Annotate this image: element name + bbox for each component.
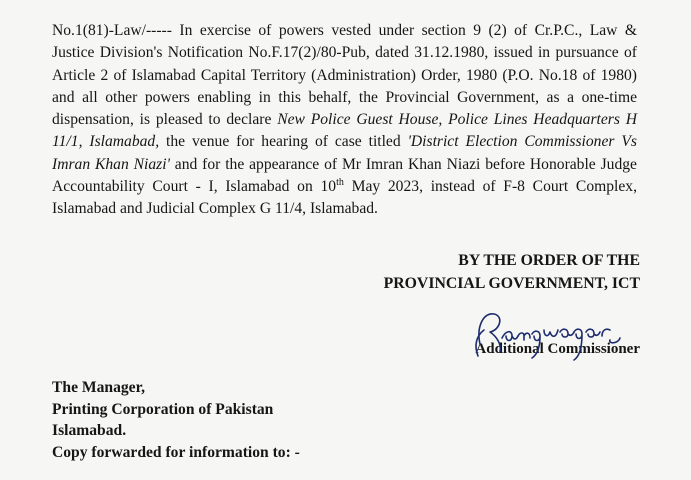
paragraph-text-1: In exercise of powers vested under section 9 (2) of Cr.P.C., Law & Justice Division's Notification No.F.17(2)/80-Pub, dated 31.12.1980, issued in pursuance of Article 2 of Islamabad Capital Territory (Administration) Order, 1980 (P.O. No.18 of 1980) and all other powers enabling in this behalf, the Provincial Government, as a one-time dispensation, is pleased to declare xyxy=(52,22,637,129)
handwritten-signature xyxy=(450,306,640,370)
order-line-2: PROVINCIAL GOVERNMENT, ICT xyxy=(383,275,640,292)
addressee-line-2: Printing Corporation of Pakistan xyxy=(52,400,274,418)
order-block xyxy=(384,249,640,295)
copy-forwarded-line: Copy forwarded for information to: - xyxy=(52,444,300,461)
addressee-line-1: The Manager, xyxy=(52,379,145,396)
paragraph-text-2: the venue for hearing of case titled xyxy=(159,133,408,151)
reference-number: No.1(81)-Law/----- xyxy=(52,22,172,39)
case-title: 'District Election Commissioner Vs Imran Khan Niazi' xyxy=(52,133,637,173)
addressee-block xyxy=(52,377,273,442)
addressee-line-3: Islamabad. xyxy=(52,422,127,439)
signatory-designation: Additional Commissioner xyxy=(475,341,640,357)
venue-text: New Police Guest House, Police Lines Headquarters H 11/1, Islamabad, xyxy=(52,111,637,151)
paragraph-text-3: and for the appearance of Mr Imran Khan Niazi before Honorable Judge Accountability Court - I, Islamabad on 10 xyxy=(52,155,637,196)
signature-block xyxy=(450,306,640,370)
notification-paragraph xyxy=(52,20,637,221)
date-ordinal-suffix: th xyxy=(336,177,344,189)
order-line-1: BY THE ORDER OF THE xyxy=(458,252,640,269)
paragraph-text-4: May 2023, instead of F-8 Court Complex, Islamabad and Judicial Complex G 11/4, Islamabad. xyxy=(52,178,637,218)
